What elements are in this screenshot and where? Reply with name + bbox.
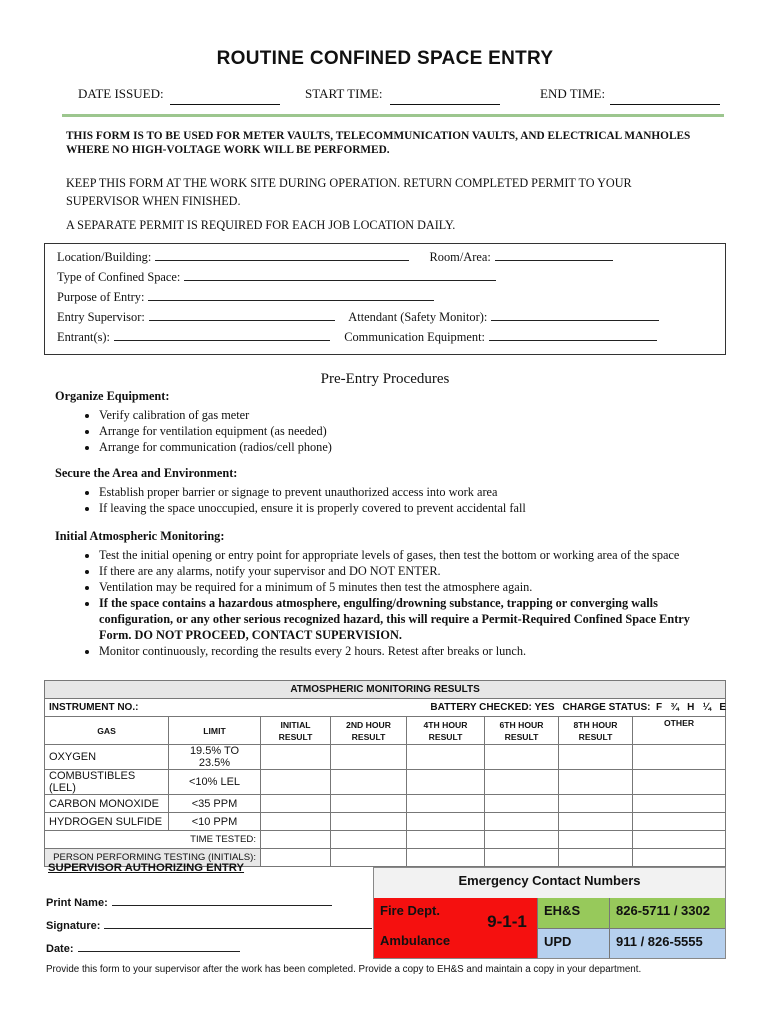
list-item: • Arrange for communication (radios/cell phone) <box>99 439 745 455</box>
date-label: Date: <box>46 943 74 955</box>
entry-info-box <box>44 243 726 355</box>
date-issued-field[interactable] <box>170 104 280 105</box>
col-6th-hour: 6TH HOUR RESULT <box>485 717 559 745</box>
type-label: Type of Confined Space: <box>57 270 181 284</box>
list-item: • Establish proper barrier or signage to prevent unauthorized access into work area <box>99 484 745 500</box>
result-cell[interactable] <box>633 745 726 770</box>
col-8th-hour: 8TH HOUR RESULT <box>559 717 633 745</box>
result-cell[interactable] <box>559 813 633 831</box>
secure-heading: Secure the Area and Environment: <box>55 466 238 480</box>
col-other: OTHER <box>633 717 726 745</box>
table-row <box>45 831 726 849</box>
col-gas: GAS <box>45 717 169 745</box>
secure-group <box>55 466 745 516</box>
person-testing-label: PERSON PERFORMING TESTING (INITIALS): <box>45 849 261 867</box>
result-cell[interactable] <box>261 831 331 849</box>
result-cell[interactable] <box>633 813 726 831</box>
instrument-label: INSTRUMENT NO.: <box>45 699 331 717</box>
start-time-field[interactable] <box>390 104 500 105</box>
result-cell[interactable] <box>485 849 559 867</box>
fire-dept-label: Fire Dept. <box>374 898 477 928</box>
attendant-label: Attendant (Safety Monitor): <box>348 310 488 324</box>
result-cell[interactable] <box>559 745 633 770</box>
monitoring-heading: Initial Atmospheric Monitoring: <box>55 529 225 543</box>
battery-label: BATTERY CHECKED: YES <box>331 699 559 717</box>
result-cell[interactable] <box>261 745 331 770</box>
gas-name: COMBUSTIBLES (LEL) <box>45 770 169 795</box>
list-item: • Arrange for ventilation equipment (as needed) <box>99 423 745 439</box>
comm-label: Communication Equipment: <box>344 330 485 344</box>
intro-keep-form: KEEP THIS FORM AT THE WORK SITE DURING OPERATION. RETURN COMPLETED PERMIT TO YOUR SUPERVISOR WHEN FINISHED. <box>66 176 632 208</box>
result-cell[interactable] <box>559 831 633 849</box>
gas-name: OXYGEN <box>45 745 169 770</box>
supervisor-label: Entry Supervisor: <box>57 310 145 324</box>
emergency-911: 9-1-1 <box>477 898 537 958</box>
organize-group <box>55 389 745 455</box>
result-cell[interactable] <box>633 849 726 867</box>
time-tested-label: TIME TESTED: <box>45 831 261 849</box>
result-cell[interactable] <box>261 849 331 867</box>
print-name-field[interactable] <box>112 896 332 906</box>
supervisor-title: SUPERVISOR AUTHORIZING ENTRY <box>48 862 245 874</box>
intro-scope: THIS FORM IS TO BE USED FOR METER VAULTS, TELECOMMUNICATION VAULTS, AND ELECTRICAL MANHOLES WHERE NO HIGH-VOLTAGE WORK WILL BE PERFORMED. <box>66 130 691 156</box>
attendant-field[interactable] <box>491 310 659 321</box>
result-cell[interactable] <box>261 813 331 831</box>
result-cell[interactable] <box>261 770 331 795</box>
list-item: • If there are any alarms, notify your supervisor and DO NOT ENTER. <box>99 563 705 579</box>
signature-label: Signature: <box>46 920 101 932</box>
location-field[interactable] <box>155 250 409 261</box>
gas-limit: <10 PPM <box>169 813 261 831</box>
col-2nd-hour: 2ND HOUR RESULT <box>331 717 407 745</box>
result-cell[interactable] <box>407 813 485 831</box>
result-cell[interactable] <box>331 849 407 867</box>
result-cell[interactable] <box>407 745 485 770</box>
result-cell[interactable] <box>485 813 559 831</box>
table-row <box>45 745 726 770</box>
ehs-number: 826-5711 / 3302 <box>609 898 725 928</box>
page-title: ROUTINE CONFINED SPACE ENTRY <box>216 48 554 69</box>
ehs-label: EH&S <box>537 898 609 928</box>
list-item: • If leaving the space unoccupied, ensure it is properly covered to prevent accidental fall <box>99 500 745 516</box>
result-cell[interactable] <box>485 745 559 770</box>
entrants-field[interactable] <box>114 330 330 341</box>
result-cell[interactable] <box>485 770 559 795</box>
table-row <box>45 770 726 795</box>
result-cell[interactable] <box>559 849 633 867</box>
result-cell[interactable] <box>331 770 407 795</box>
list-item: • Verify calibration of gas meter <box>99 407 745 423</box>
result-cell[interactable] <box>331 795 407 813</box>
result-cell[interactable] <box>633 795 726 813</box>
gas-name: CARBON MONOXIDE <box>45 795 169 813</box>
list-item: • If the space contains a hazardous atmosphere, engulfing/drowning substance, trapping or converging walls configuration, or any other serious recognized hazard, this will require a Permit-Required Confined Space Entry Form. DO NOT PROCEED, CONTACT SUPERVISION. <box>99 595 705 643</box>
start-time-label: START TIME: <box>305 86 383 101</box>
date-issued-label: DATE ISSUED: <box>78 86 164 101</box>
end-time-field[interactable] <box>610 104 720 105</box>
emergency-title: Emergency Contact Numbers <box>374 868 725 898</box>
result-cell[interactable] <box>331 831 407 849</box>
room-label: Room/Area: <box>429 250 491 264</box>
result-cell[interactable] <box>407 831 485 849</box>
charge-status-label: CHARGE STATUS: F ¾ H ¼ E <box>559 699 726 717</box>
supervisor-field[interactable] <box>149 310 335 321</box>
date-field[interactable] <box>78 942 240 952</box>
result-cell[interactable] <box>261 795 331 813</box>
room-field[interactable] <box>495 250 613 261</box>
table-row <box>45 813 726 831</box>
result-cell[interactable] <box>407 770 485 795</box>
header-divider <box>62 114 724 117</box>
col-4th-hour: 4TH HOUR RESULT <box>407 717 485 745</box>
gas-name: HYDROGEN SULFIDE <box>45 813 169 831</box>
result-cell[interactable] <box>485 795 559 813</box>
result-cell[interactable] <box>331 813 407 831</box>
footer-note: Provide this form to your supervisor after the work has been completed. Provide a copy to EH&S and maintain a copy in your department. <box>46 964 642 975</box>
col-initial: INITIAL RESULT <box>261 717 331 745</box>
gas-limit: <35 PPM <box>169 795 261 813</box>
result-cell[interactable] <box>559 795 633 813</box>
gas-limit: 19.5% TO 23.5% <box>169 745 261 770</box>
monitoring-table-title: ATMOSPHERIC MONITORING RESULTS <box>45 681 726 699</box>
upd-label: UPD <box>537 928 609 958</box>
organize-heading: Organize Equipment: <box>55 389 170 403</box>
comm-field[interactable] <box>489 330 657 341</box>
emergency-contacts <box>373 867 726 959</box>
list-item: • Test the initial opening or entry point for appropriate levels of gases, then test the bottom or working area of the space <box>99 547 705 563</box>
result-cell[interactable] <box>633 770 726 795</box>
end-time-label: END TIME: <box>540 86 606 101</box>
gas-limit: <10% LEL <box>169 770 261 795</box>
list-item: • Ventilation may be required for a minimum of 5 minutes then test the atmosphere again. <box>99 579 705 595</box>
result-cell[interactable] <box>485 831 559 849</box>
table-row <box>45 795 726 813</box>
intro-separate-permit: A SEPARATE PERMIT IS REQUIRED FOR EACH JOB LOCATION DAILY. <box>66 218 456 232</box>
monitoring-group <box>55 529 705 659</box>
col-limit: LIMIT <box>169 717 261 745</box>
result-cell[interactable] <box>633 831 726 849</box>
print-name-label: Print Name: <box>46 897 108 909</box>
procedures-title: Pre-Entry Procedures <box>320 371 450 387</box>
purpose-field[interactable] <box>148 290 434 301</box>
result-cell[interactable] <box>559 770 633 795</box>
result-cell[interactable] <box>331 745 407 770</box>
signature-field[interactable] <box>104 919 372 929</box>
type-field[interactable] <box>184 270 496 281</box>
purpose-label: Purpose of Entry: <box>57 290 145 304</box>
location-label: Location/Building: <box>57 250 152 264</box>
result-cell[interactable] <box>407 795 485 813</box>
list-item: • Monitor continuously, recording the results every 2 hours. Retest after breaks or lunch. <box>99 643 705 659</box>
upd-number: 911 / 826-5555 <box>609 928 725 958</box>
monitoring-table <box>44 680 726 867</box>
entrants-label: Entrant(s): <box>57 330 110 344</box>
ambulance-label: Ambulance <box>374 928 477 958</box>
result-cell[interactable] <box>407 849 485 867</box>
